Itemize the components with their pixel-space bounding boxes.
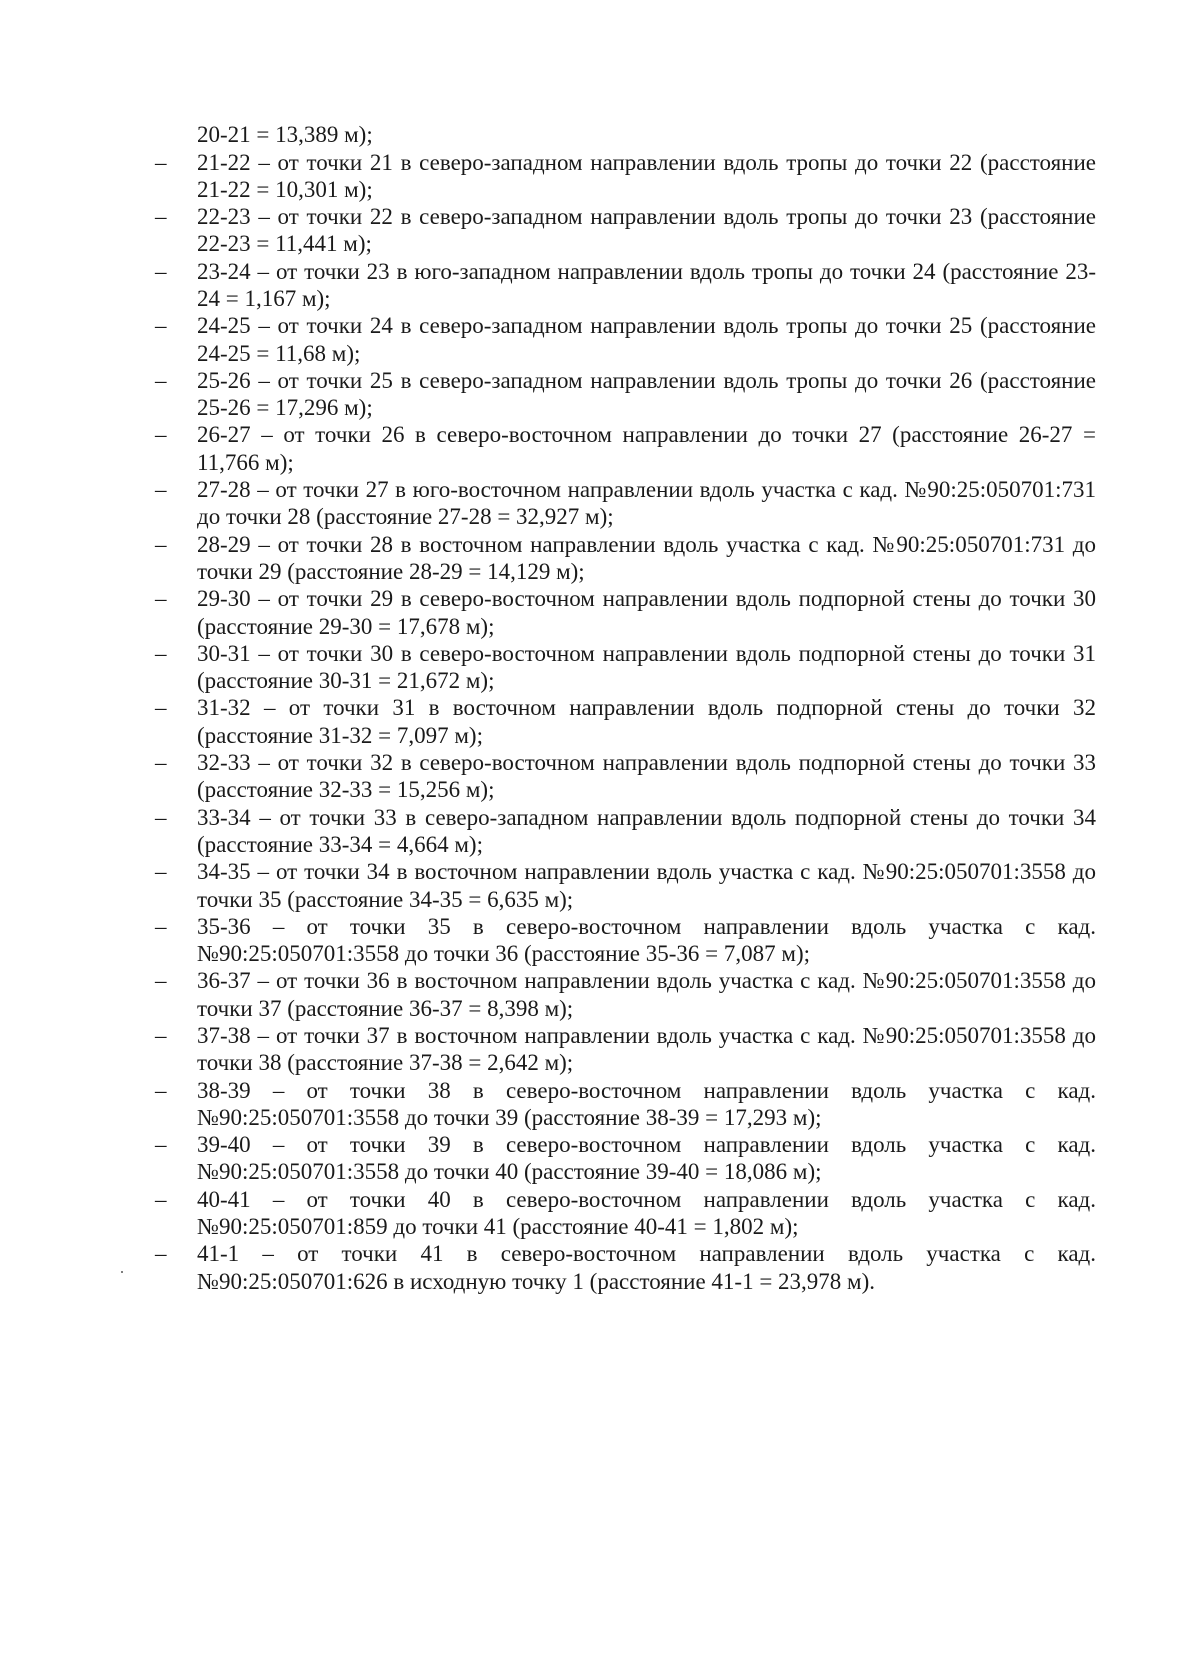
- scan-speck: [121, 1271, 123, 1273]
- list-item-text: 37-38 – от точки 37 в восточном направлении вдоль участка с кад. №90:25:050701:3558 до точки 38 (расстояние 37-38 = 2,642 м);: [197, 1023, 1096, 1076]
- list-item-text: 33-34 – от точки 33 в северо-западном направлении вдоль подпорной стены до точки 34 (расстояние 33-34 = 4,664 м);: [197, 804, 1096, 857]
- dash-bullet: –: [155, 750, 167, 776]
- list-item: [155, 1240, 1096, 1295]
- dash-bullet: –: [155, 1186, 167, 1212]
- boundary-segment-list: [155, 149, 1096, 1295]
- dash-bullet: –: [155, 477, 167, 503]
- dash-bullet: –: [155, 913, 167, 939]
- dash-bullet: –: [155, 640, 167, 666]
- list-item: [155, 149, 1096, 204]
- list-item: [155, 203, 1096, 258]
- dash-bullet: –: [155, 586, 167, 612]
- dash-bullet: –: [155, 1241, 167, 1267]
- list-item: [155, 804, 1096, 859]
- list-item-text: 23-24 – от точки 23 в юго-западном направлении вдоль тропы до точки 24 (расстояние 23-24 = 1,167 м);: [197, 258, 1096, 311]
- continued-line: 20-21 = 13,389 м);: [197, 122, 373, 147]
- list-item-text: 21-22 – от точки 21 в северо-западном направлении вдоль тропы до точки 22 (расстояние 21-22 = 10,301 м);: [197, 149, 1096, 202]
- list-item-text: 34-35 – от точки 34 в восточном направлении вдоль участка с кад. №90:25:050701:3558 до точки 35 (расстояние 34-35 = 6,635 м);: [197, 859, 1096, 912]
- list-item-text: 27-28 – от точки 27 в юго-восточном направлении вдоль участка с кад. №90:25:050701:731 до точки 28 (расстояние 27-28 = 32,927 м);: [197, 477, 1096, 530]
- list-item: [155, 1186, 1096, 1241]
- list-item: [155, 913, 1096, 968]
- dash-bullet: –: [155, 1132, 167, 1158]
- dash-bullet: –: [155, 531, 167, 557]
- dash-bullet: –: [155, 313, 167, 339]
- list-item-text: 31-32 – от точки 31 в восточном направлении вдоль подпорной стены до точки 32 (расстояние 31-32 = 7,097 м);: [197, 695, 1096, 748]
- list-item-text: 36-37 – от точки 36 в восточном направлении вдоль участка с кад. №90:25:050701:3558 до точки 37 (расстояние 36-37 = 8,398 м);: [197, 968, 1096, 1021]
- list-item: [155, 585, 1096, 640]
- dash-bullet: –: [155, 149, 167, 175]
- list-item-text: 24-25 – от точки 24 в северо-западном направлении вдоль тропы до точки 25 (расстояние 24-25 = 11,68 м);: [197, 313, 1096, 366]
- dash-bullet: –: [155, 422, 167, 448]
- list-item: [155, 694, 1096, 749]
- dash-bullet: –: [155, 1023, 167, 1048]
- list-item-text: 25-26 – от точки 25 в северо-западном направлении вдоль тропы до точки 26 (расстояние 25-26 = 17,296 м);: [197, 367, 1096, 421]
- list-item-text: 28-29 – от точки 28 в восточном направлении вдоль участка с кад. №90:25:050701:731 до точки 29 (расстояние 28-29 = 14,129 м);: [197, 531, 1096, 584]
- list-item-text: 39-40 – от точки 39 в северо-восточном направлении вдоль участка с кад. №90:25:050701:3558 до точки 40 (расстояние 39-40 = 18,086 м);: [197, 1132, 1096, 1185]
- list-item-text: 35-36 – от точки 35 в северо-восточном направлении вдоль участка с кад. №90:25:050701:3558 до точки 36 (расстояние 35-36 = 7,087 м);: [197, 913, 1096, 967]
- list-item: [155, 258, 1096, 313]
- list-item: [155, 1022, 1096, 1077]
- list-item: [155, 312, 1096, 367]
- dash-bullet: –: [155, 968, 167, 994]
- list-item: [155, 367, 1096, 422]
- list-item: [155, 749, 1096, 804]
- dash-bullet: –: [155, 804, 167, 830]
- dash-bullet: –: [155, 859, 167, 885]
- list-item-text: 30-31 – от точки 30 в северо-восточном направлении вдоль подпорной стены до точки 31 (расстояние 30-31 = 21,672 м);: [197, 640, 1096, 694]
- dash-bullet: –: [155, 695, 167, 721]
- dash-bullet: –: [155, 258, 167, 284]
- list-item-text: 32-33 – от точки 32 в северо-восточном направлении вдоль подпорной стены до точки 33 (расстояние 32-33 = 15,256 м);: [197, 750, 1096, 803]
- list-item: [155, 967, 1096, 1022]
- dash-bullet: –: [155, 367, 167, 393]
- list-item-text: 40-41 – от точки 40 в северо-восточном направлении вдоль участка с кад. №90:25:050701:859 до точки 41 (расстояние 40-41 = 1,802 м);: [197, 1186, 1096, 1240]
- list-item-text: 22-23 – от точки 22 в северо-западном направлении вдоль тропы до точки 23 (расстояние 22-23 = 11,441 м);: [197, 204, 1096, 257]
- dash-bullet: –: [155, 1077, 167, 1103]
- list-item: [155, 640, 1096, 695]
- list-item: [155, 1077, 1096, 1132]
- list-item: [155, 858, 1096, 913]
- list-item-text: 29-30 – от точки 29 в северо-восточном направлении вдоль подпорной стены до точки 30 (расстояние 29-30 = 17,678 м);: [197, 586, 1096, 639]
- list-item: [155, 476, 1096, 531]
- list-item-text: 38-39 – от точки 38 в северо-восточном направлении вдоль участка с кад. №90:25:050701:3558 до точки 39 (расстояние 38-39 = 17,293 м);: [197, 1077, 1096, 1130]
- dash-bullet: –: [155, 204, 167, 230]
- list-item-text: 26-27 – от точки 26 в северо-восточном направлении до точки 27 (расстояние 26-27 = 11,766 м);: [197, 422, 1096, 475]
- list-item: [155, 421, 1096, 476]
- list-item: [155, 531, 1096, 586]
- list-item: [155, 1131, 1096, 1186]
- list-item-text: 41-1 – от точки 41 в северо-восточном направлении вдоль участка с кад. №90:25:050701:626 в исходную точку 1 (расстояние 41-1 = 23,978 м).: [197, 1241, 1096, 1294]
